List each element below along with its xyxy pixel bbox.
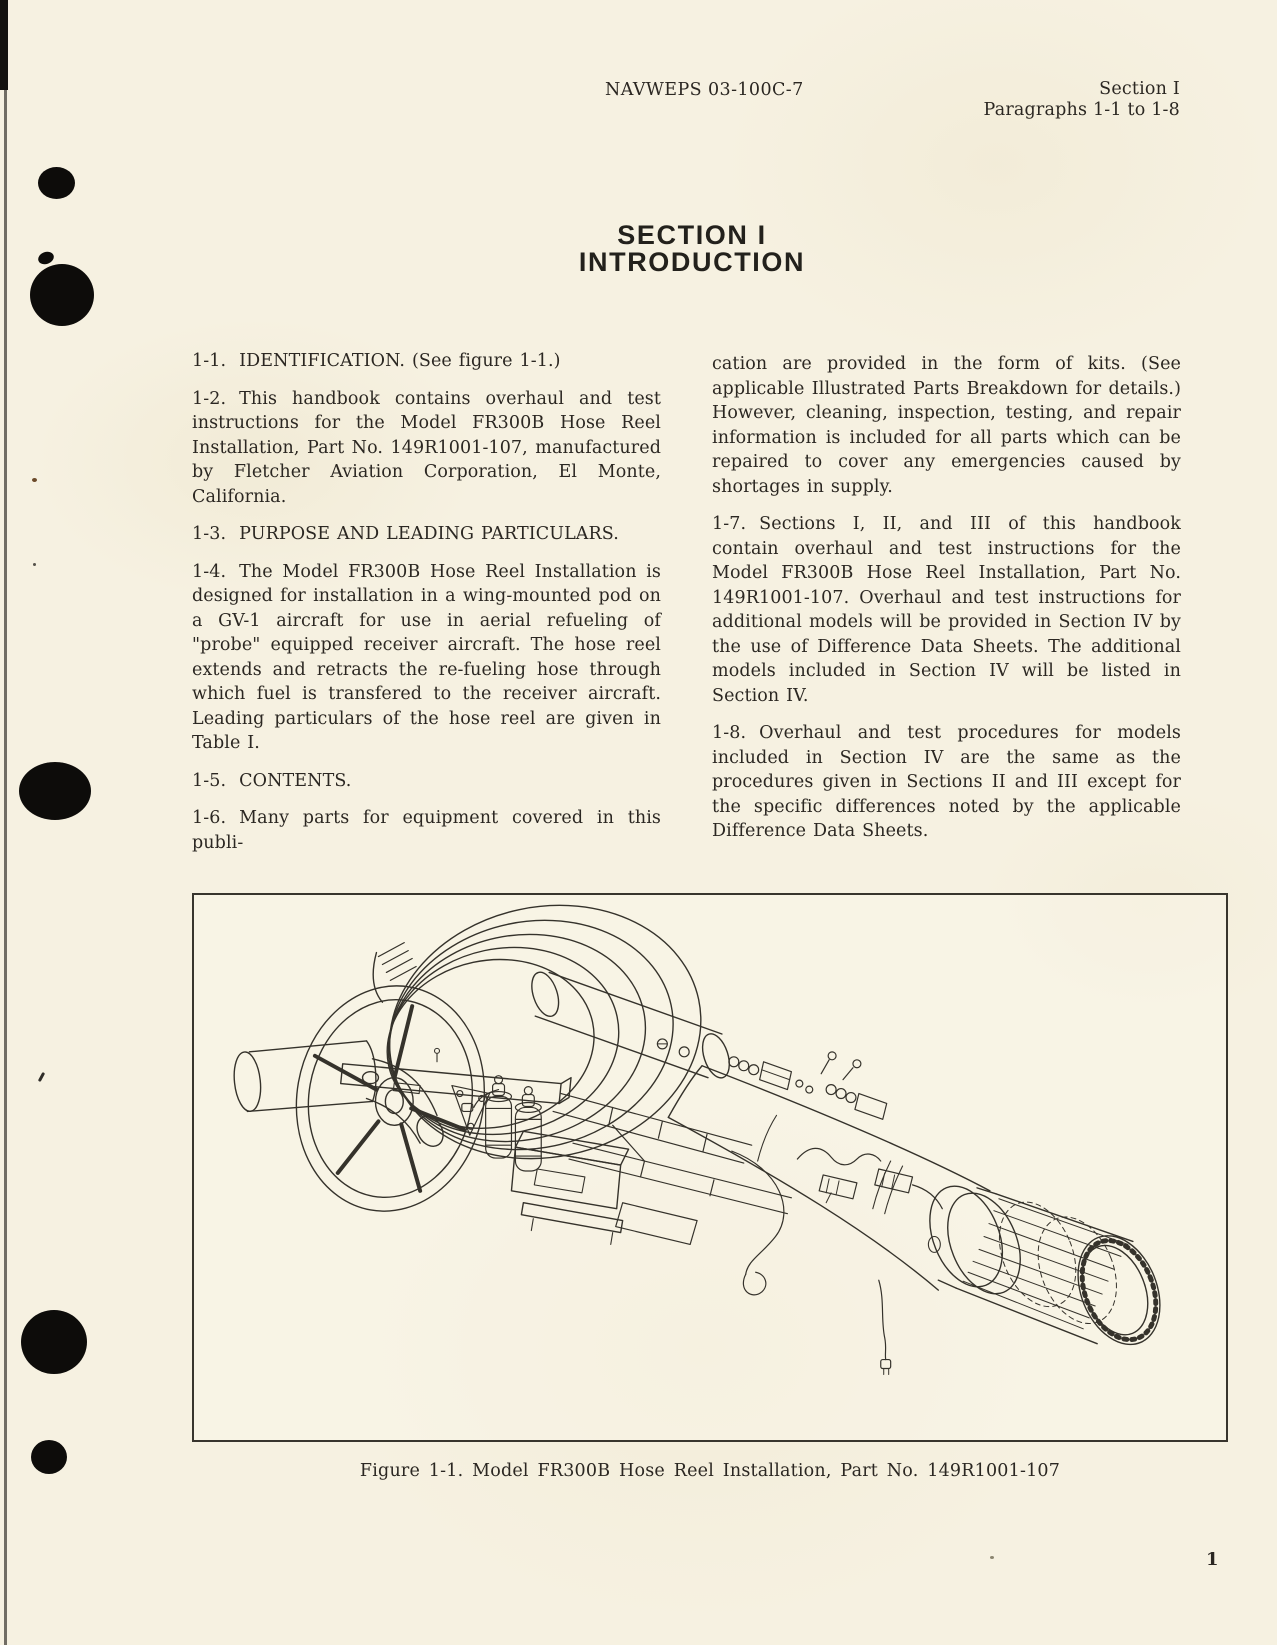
page-number: 1 [1206, 1549, 1220, 1570]
figure-caption: Figure 1-1. Model FR300B Hose Reel Installation, Part No. 149R1001-107 [359, 1461, 1061, 1481]
para-text: The Model FR300B Hose Reel Installation is designed for installation in a wing-mounted pod on a GV-1 aircraft for use in aerial refueling of "probe" equipped receiver aircraft. The hose reel extends and retracts the re-fueling hose through which fuel is transfered to the receiver aircraft. Leading particulars of the hose reel are given in Table I. [192, 561, 661, 753]
boom-tube [668, 1066, 990, 1290]
paragraph-1-8 [712, 721, 1181, 844]
support-frame [553, 1094, 791, 1245]
para-label: 1-1. [192, 351, 227, 371]
para-label: 1-4. [192, 561, 227, 582]
figure-1-1-drawing [194, 895, 1226, 1440]
paragraph-1-5 [192, 769, 661, 794]
paper-speck [38, 1072, 45, 1082]
binder-mark [21, 1310, 87, 1374]
paragraph-1-2 [192, 387, 661, 510]
para-text: This handbook contains overhaul and test instructions for the Model FR300B Hose Reel Installation, Part No. 149R1001-107, manufactured by Fletcher Aviation Corporation, El Monte, California. [192, 388, 661, 507]
cables [732, 1148, 942, 1374]
binder-mark-nub [36, 250, 55, 267]
paragraph-1-3 [192, 522, 661, 547]
para-text: IDENTIFICATION. (See figure 1-1.) [239, 351, 561, 371]
section-title-line2: INTRODUCTION [578, 247, 806, 277]
paragraph-1-7 [712, 512, 1181, 708]
para-text: CONTENTS. [239, 770, 352, 791]
paragraph-1-1 [192, 349, 661, 374]
paragraph-1-6 [192, 806, 661, 855]
paper-speck [32, 478, 37, 482]
handle-cylinder [231, 1041, 448, 1151]
binder-mark [31, 1440, 67, 1474]
paper-speck [33, 563, 36, 566]
header-right-block [984, 79, 1181, 121]
para-label: 1-3. [192, 524, 227, 544]
column-left [192, 349, 661, 868]
para-label: 1-7. [712, 514, 747, 534]
section-title-line1: SECTION I [617, 220, 767, 250]
figure-1-1-frame [192, 893, 1228, 1442]
page-edge-line [4, 0, 7, 1645]
para-label: 1-6. [192, 808, 227, 828]
section-label: Section I [1099, 79, 1180, 99]
paragraph-1-4 [192, 560, 661, 756]
doc-number: NAVWEPS 03-100C-7 [605, 80, 804, 100]
collar-ring [916, 1175, 1034, 1304]
para-text: PURPOSE AND LEADING PARTICULARS. [239, 524, 619, 544]
paper-speck [990, 1556, 994, 1559]
paragraph-range: Paragraphs 1-1 to 1-8 [983, 100, 1180, 120]
page-edge-corner-mark [0, 0, 8, 90]
para-label: 1-2. [192, 388, 227, 409]
drogue-basket [956, 1191, 1175, 1357]
upper-tube [527, 969, 735, 1081]
para-text: Many parts for equipment covered in this publi- [192, 808, 661, 853]
binder-mark [38, 167, 75, 199]
reel-wheel [279, 971, 502, 1226]
binder-mark [19, 762, 91, 820]
manifold-box [511, 1131, 628, 1244]
para-text: cation are provided in the form of kits. (See applicable Illustrated Parts Breakdown for details.) However, cleaning, inspection, testing, and repair information is included for all parts which can be repaired to cover any emergencies caused by shortages in supply. [712, 354, 1181, 497]
para-text: Overhaul and test procedures for models included in Section IV are the same as the procedures given in Sections II and III except for the specific differences noted by the applicable Difference Data Sheets. [712, 723, 1181, 841]
column-right [712, 352, 1181, 857]
para-label: 1-8. [712, 723, 747, 743]
binder-mark [30, 264, 94, 326]
para-text: Sections I, II, and III of this handbook contain overhaul and test instructions for the Model FR300B Hose Reel Installation, Part No. 149R1001-107. Overhaul and test instructions for additional models will be provided in Section IV by the use of Difference Data Sheets. The additional models included in Section IV will be listed in Section IV. [712, 514, 1181, 706]
para-label: 1-5. [192, 770, 227, 791]
section-title [190, 222, 1194, 276]
paragraph-1-6-continued [712, 352, 1181, 499]
